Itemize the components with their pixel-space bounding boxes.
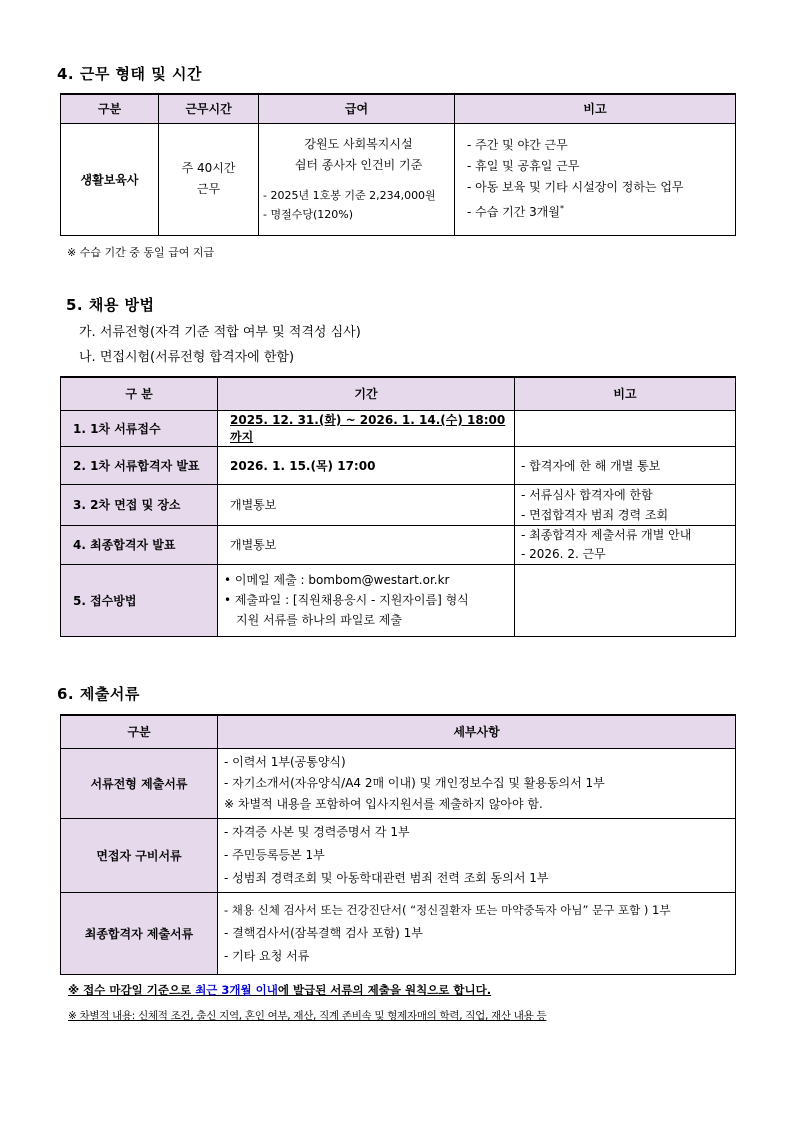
remark-line bbox=[467, 198, 735, 223]
schedule-remark-empty bbox=[515, 410, 736, 446]
required-documents-table bbox=[60, 714, 736, 975]
schedule-period-text: 개별통보 bbox=[230, 498, 277, 512]
header-remarks: 비고 bbox=[515, 377, 736, 410]
recruitment-schedule-table bbox=[60, 376, 736, 637]
schedule-period bbox=[218, 446, 515, 484]
document-details bbox=[218, 748, 736, 818]
submission-method-line: • 이메일 제출 : bombom@westart.or.kr bbox=[224, 573, 450, 587]
schedule-period bbox=[218, 484, 515, 525]
document-category: 면접자 구비서류 bbox=[61, 818, 218, 892]
document-item: - 이력서 1부(공통양식) bbox=[224, 754, 346, 769]
schedule-remark-text: - 서류심사 합격자에 한함 bbox=[521, 487, 653, 502]
document-details bbox=[218, 892, 736, 974]
issuance-notice bbox=[68, 982, 491, 998]
submission-method-cell bbox=[218, 564, 515, 636]
schedule-label: 3. 2차 면접 및 장소 bbox=[61, 484, 218, 525]
document-details bbox=[218, 818, 736, 892]
document-item: ※ 차별적 내용을 포함하여 입사지원서를 제출하지 않아야 함. bbox=[224, 796, 543, 811]
work-hours-line: 근무 bbox=[196, 182, 221, 196]
section-5-title: 5. 채용 방법 bbox=[66, 296, 155, 314]
discrimination-footnote: ※ 차별적 내용: 신체적 조건, 출신 지역, 혼인 여부, 재산, 직계 존비속 및 형제자매의 학력, 직업, 재산 내용 등 bbox=[68, 1010, 547, 1022]
issuance-notice-pre: ※ 접수 마감일 기준으로 bbox=[68, 983, 196, 997]
header-period: 기간 bbox=[218, 377, 515, 410]
schedule-period-text: 개별통보 bbox=[230, 538, 277, 552]
work-hours-cell bbox=[159, 123, 259, 235]
schedule-label: 4. 최종합격자 발표 bbox=[61, 525, 218, 564]
schedule-remark-text: - 면접합격자 범죄 경력 조회 bbox=[521, 507, 669, 522]
remarks-cell bbox=[455, 123, 736, 235]
submission-method-line: 지원 서류를 하나의 파일로 제출 bbox=[236, 613, 402, 627]
document-item: - 자격증 사본 및 경력증명서 각 1부 bbox=[224, 824, 410, 839]
remark-mark: * bbox=[559, 204, 564, 213]
schedule-remark-empty bbox=[515, 564, 736, 636]
work-hours-line: 주 40시간 bbox=[181, 161, 236, 175]
remark-text: - 수습 기간 3개월 bbox=[467, 205, 560, 219]
section-4-title: 4. 근무 형태 및 시간 bbox=[57, 65, 202, 83]
document-category: 서류전형 제출서류 bbox=[61, 748, 218, 818]
schedule-period bbox=[218, 525, 515, 564]
remark-line: - 아동 보육 및 기타 시설장이 정하는 업무 bbox=[467, 180, 684, 194]
document-item: - 주민등록등본 1부 bbox=[224, 847, 325, 862]
schedule-label: 1. 1차 서류접수 bbox=[61, 410, 218, 446]
pay-detail: - 명절수당(120%) bbox=[263, 208, 354, 221]
issuance-notice-highlight: 최근 3개월 이내 bbox=[195, 983, 278, 997]
method-item: 나. 면접시험(서류전형 합격자에 한함) bbox=[79, 350, 295, 365]
pay-detail: - 2025년 1호봉 기준 2,234,000원 bbox=[263, 189, 436, 202]
row-label-caregiver: 생활보육사 bbox=[61, 123, 159, 235]
work-conditions-table bbox=[60, 93, 736, 236]
remark-line: - 휴일 및 공휴일 근무 bbox=[467, 159, 580, 173]
remark-line: - 주간 및 야간 근무 bbox=[467, 138, 568, 152]
document-category: 최종합격자 제출서류 bbox=[61, 892, 218, 974]
schedule-remark bbox=[515, 484, 736, 525]
section-6-title: 6. 제출서류 bbox=[57, 685, 140, 703]
header-details: 세부사항 bbox=[218, 715, 736, 748]
pay-cell bbox=[259, 123, 455, 235]
document-item: - 채용 신체 검사서 또는 건강진단서( “정신질환자 또는 마약중독자 아님” 문구 포함 ) 1부 bbox=[224, 902, 671, 917]
schedule-period-text: 2025. 12. 31.(화) ~ 2026. 1. 14.(수) 18:00까지 bbox=[230, 413, 506, 444]
schedule-remark-text: - 2026. 2. 근무 bbox=[521, 546, 606, 561]
document-item: - 결핵검사서(잠복결핵 검사 포함) 1부 bbox=[224, 925, 423, 940]
probation-footnote: ※ 수습 기간 중 동일 급여 지급 bbox=[67, 246, 215, 259]
schedule-remark-text: - 합격자에 한 해 개별 통보 bbox=[521, 458, 661, 473]
issuance-notice-post: 에 발급된 서류의 제출을 원칙으로 합니다. bbox=[277, 983, 492, 997]
document-item: - 기타 요청 서류 bbox=[224, 948, 310, 963]
header-category: 구분 bbox=[61, 715, 218, 748]
submission-method-line: • 제출파일 : [직원채용응시 - 지원자이름] 형식 bbox=[224, 593, 469, 607]
header-remarks: 비고 bbox=[455, 94, 736, 123]
document-item: - 성범죄 경력조회 및 아동학대관련 범죄 전력 조회 동의서 1부 bbox=[224, 870, 549, 885]
header-hours: 근무시간 bbox=[159, 94, 259, 123]
schedule-remark bbox=[515, 525, 736, 564]
schedule-label: 5. 접수방법 bbox=[61, 564, 218, 636]
header-division: 구 분 bbox=[61, 377, 218, 410]
header-pay: 급여 bbox=[259, 94, 455, 123]
pay-line: 쉼터 종사자 인건비 기준 bbox=[294, 158, 423, 172]
pay-line: 강원도 사회복지시설 bbox=[304, 137, 413, 151]
document-item: - 자기소개서(자유양식/A4 2매 이내) 및 개인정보수집 및 활용동의서 1부 bbox=[224, 775, 605, 790]
schedule-remark bbox=[515, 446, 736, 484]
schedule-label: 2. 1차 서류합격자 발표 bbox=[61, 446, 218, 484]
schedule-period-text: 2026. 1. 15.(목) 17:00 bbox=[230, 458, 376, 473]
schedule-remark-text: - 최종합격자 제출서류 개별 안내 bbox=[521, 527, 692, 542]
schedule-period bbox=[218, 410, 515, 446]
method-item: 가. 서류전형(자격 기준 적합 여부 및 적격성 심사) bbox=[79, 325, 361, 340]
header-category: 구분 bbox=[61, 94, 159, 123]
